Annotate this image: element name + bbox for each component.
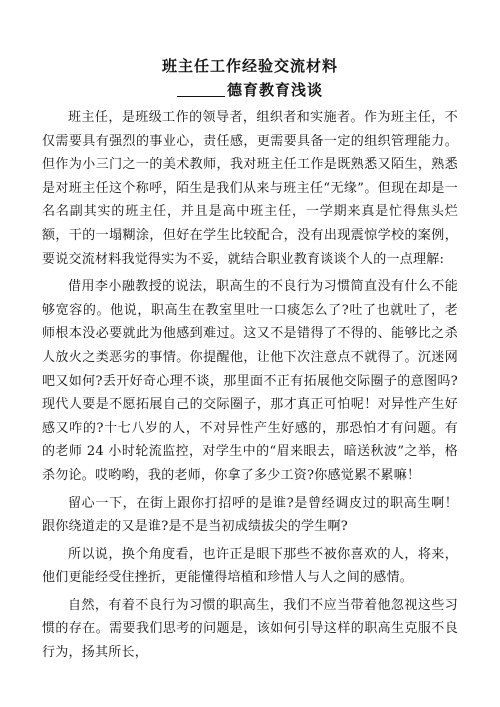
document-body	[42, 106, 458, 665]
document-subtitle	[0, 80, 500, 100]
document-title: 班主任工作经验交流材料	[161, 57, 338, 75]
paragraph-5: 自然，有着不良行为习惯的职高生，我们不应当带着他忽视这些习惯的存在。需要我们思考的问题是，该如何引导这样的职高生克服不良行为，扬其所长，	[42, 597, 458, 661]
subtitle-blank-line	[177, 82, 225, 97]
subtitle-text: 德育教育浅谈	[226, 81, 323, 99]
paragraph-2: 借用李小融教授的说法，职高生的不良行为习惯简直没有什么不能够宽容的。他说，职高生在教室里吐一口痰怎么了?吐了也就吐了，老师根本没必要就此为他感到难过。这又不是错得了不得的、能够比之杀人放火之类恶劣的事情。你提醒他，让他下次注意点不就得了。沉迷网吧又如何?丢开好奇心理不谈，那里面不正有拓展他交际圈子的意图吗?现代人要是不愿拓展自己的交际圈子，那才真正可怕呢！对异性产生好感又咋的?十七八岁的人，不对异性产生好感的，那恐怕才有问题。有的老师 24 小时轮流监控，对学生中的“眉来眼去，暗送秋波”之举，格杀勿论。哎哟哟，我的老师，你拿了多少工资?你感觉累不累嘛！	[42, 279, 458, 483]
paragraph-4: 所以说，换个角度看，也许正是眼下那些不被你喜欢的人，将来，他们更能经受住挫折，更能懂得培植和珍惜人与人之间的感情。	[42, 546, 458, 586]
paragraph-1: 班主任，是班级工作的领导者，组织者和实施者。作为班主任，不仅需要具有强烈的事业心，责任感，更需要具备一定的组织管理能力。但作为小三门之一的美术教师，我对班主任工作是既熟悉又陌生，熟悉是对班主任这个称呼，陌生是我们从来与班主任“无缘”。但现在却是一名名副其实的班主任，并且是高中班主任，一学期来真是忙得焦头烂额，干的一塌糊涂，但好在学生比较配合，没有出现震惊学校的案例，要说交流材料我觉得实为不妥，就结合职业教育谈谈个人的一点理解:	[42, 110, 458, 267]
paragraph-3: 留心一下，在街上跟你打招呼的是谁?是曾经调皮过的职高生啊！跟你绕道走的又是谁?是不是当初成绩拔尖的学生啊?	[42, 495, 458, 535]
